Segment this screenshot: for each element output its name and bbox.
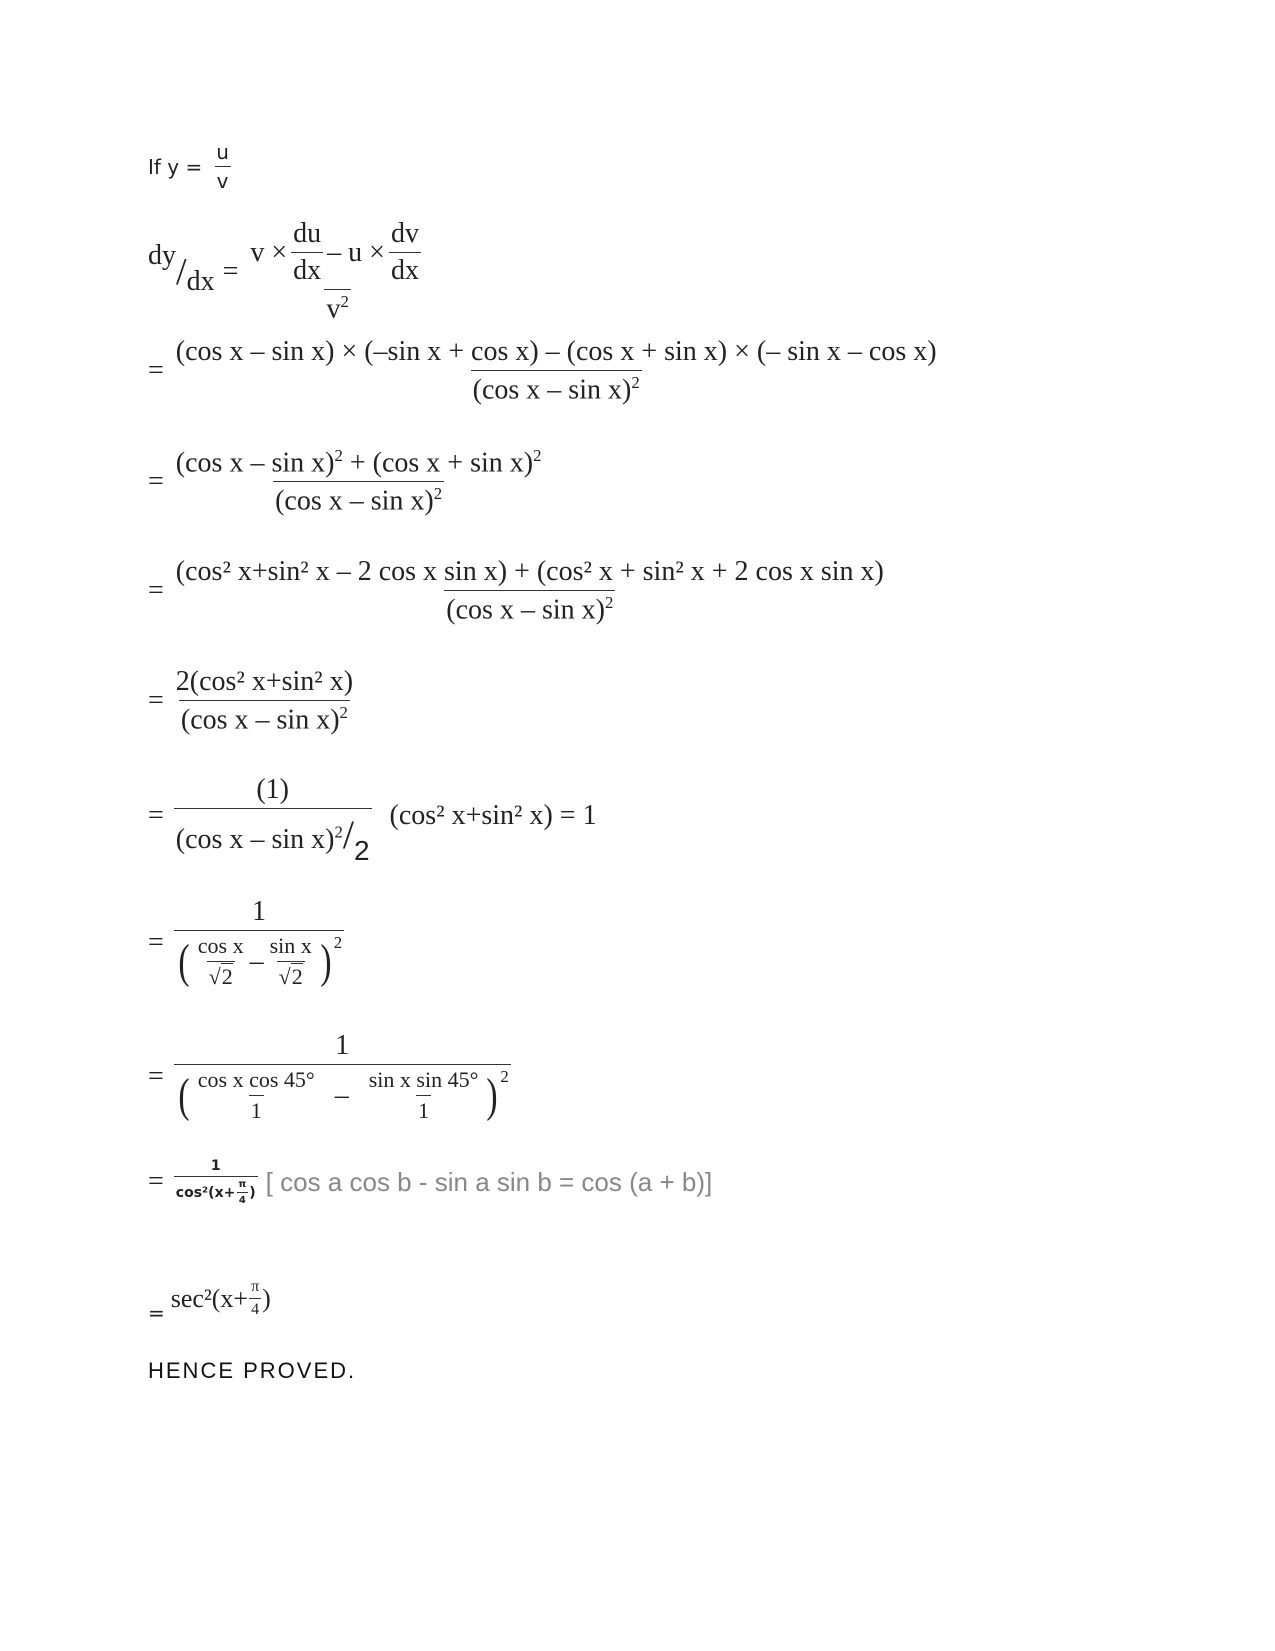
quotient-fraction: v × $\frac{du}{dx}$ – u × $\frac{dv}{dx}$ $v^2$	[250, 218, 419, 325]
step-expand-derivatives: = (cos x – sin x) × (–sin x + cos x) – (cos x + sin x) × (– sin x – cos x) (cos x – sin x)$^2$	[148, 336, 937, 406]
fraction: (cos² x+sin² x – 2 cos x sin x) + (cos² x + sin² x + 2 cos x sin x) (cos x – sin x)$^2$	[175, 556, 884, 626]
step-if-y	[148, 140, 235, 193]
fraction: $\frac{(\cos x - \sin x)^2 + (\cos x + \sin x)^2}{(\cos x - \sin x)^2}$	[175, 446, 542, 517]
step-simplified: = $\frac{\text{2(cos² x+sin² x)}}{(\cos x - \sin x)^2}$	[148, 666, 354, 736]
step-divide-sqrt2: = 1 ( $\frac{\text{cos x}}{√2}$ – $\frac{\text{sin x}}{√2}$ ) $^2$	[148, 896, 343, 989]
fraction: 1 ( $\frac{\text{cos x cos 45°}}{1}$ – $\frac{\text{sin x sin 45°}}{1}$ ) $^2$	[174, 1030, 511, 1124]
identity-note: (cos² x+sin² x) = 1	[389, 800, 597, 831]
step-expanded-squares: = (cos² x+sin² x – 2 cos x sin x) + (cos² x + sin² x + 2 cos x sin x) (cos x – sin x)$^2$	[148, 556, 884, 626]
conclusion-text: HENCE PROVED.	[148, 1358, 357, 1383]
step-squares: = $\frac{(\cos x - \sin x)^2 + (\cos x + \sin x)^2}{(\cos x - \sin x)^2}$	[148, 446, 542, 517]
dy-dx-lhs: dy / dx	[148, 239, 215, 297]
step-identity: = $\frac{(1)}{(\cos x - \sin x)^2/2}$ (cos² x+sin² x) = 1	[148, 774, 597, 866]
fraction: 1 cos²(x+ $\frac{\pi}{4}$ )	[175, 1158, 256, 1206]
u-over-v: $\frac{u}{v}$	[216, 140, 229, 193]
step-cos-sum: = 1 cos²(x+ $\frac{\pi}{4}$ ) [ cos a cos b - sin a sin b = cos (a + b)]	[148, 1158, 713, 1206]
sec-expression: sec²(x+ $\frac{\pi}{4}$ )	[170, 1278, 271, 1318]
step-sec-result: = sec²(x+ $\frac{\pi}{4}$ )	[148, 1278, 271, 1325]
fraction: $\frac{\text{2(cos² x+sin² x)}}{(\cos x - \sin x)^2}$	[175, 666, 354, 736]
fraction: (cos x – sin x) × (–sin x + cos x) – (cos x + sin x) × (– sin x – cos x) (cos x – sin x)$^2$	[175, 336, 937, 406]
fraction: $\frac{(1)}{(\cos x - \sin x)^2/2}$	[175, 774, 370, 866]
if-y-label: If y =	[148, 154, 203, 179]
fraction: 1 ( $\frac{\text{cos x}}{√2}$ – $\frac{\text{sin x}}{√2}$ ) $^2$	[174, 896, 344, 990]
step-cos45: = 1 ( $\frac{\text{cos x cos 45°}}{1}$ – $\frac{\text{sin x sin 45°}}{1}$ ) $^2$	[148, 1030, 509, 1123]
cos-sum-formula-note: [ cos a cos b - sin a sin b = cos (a + b)]	[265, 1166, 713, 1197]
step-quotient-rule: dy / dx = v × $\frac{du}{dx}$ – u × $\frac{dv}{dx}$ $v^2$	[148, 218, 431, 325]
